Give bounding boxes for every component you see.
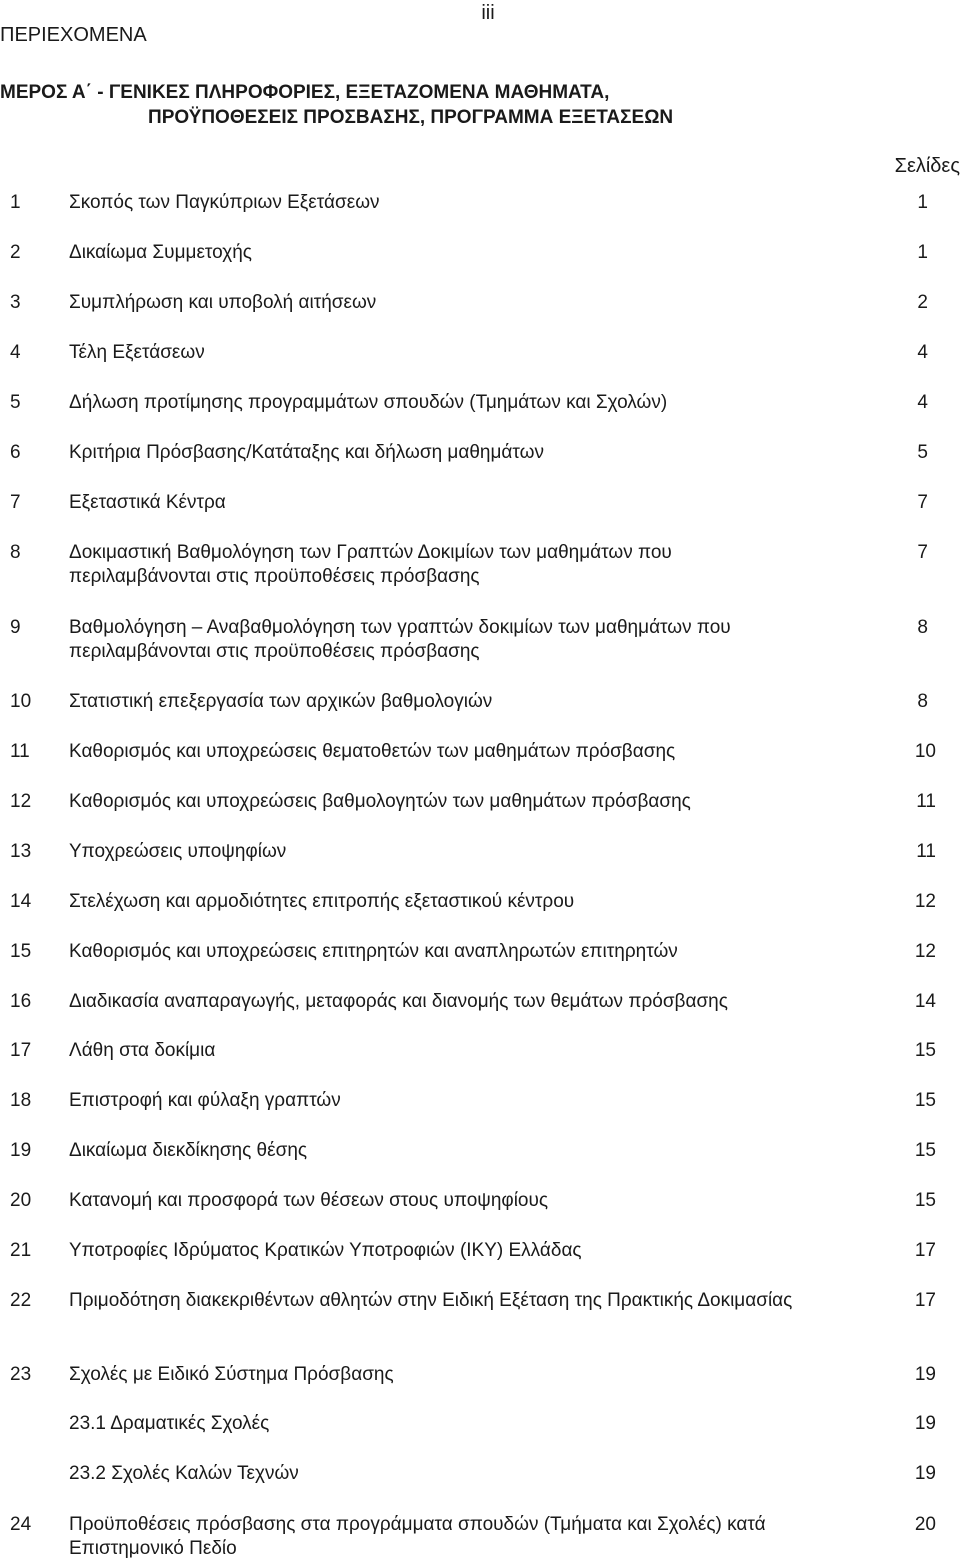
- entry-number: 20: [10, 1190, 32, 1211]
- entry-number: 19: [10, 1140, 32, 1161]
- pages-column-label: Σελίδες: [894, 155, 960, 177]
- entry-title: Υποτροφίες Ιδρύματος Κρατικών Υποτροφιών (ΙΚΥ) Ελλάδας: [69, 1240, 582, 1261]
- entry-page: 15: [914, 1140, 936, 1161]
- entry-number: 6: [10, 442, 21, 463]
- page-number: iii: [481, 2, 495, 24]
- entry-number: 10: [10, 691, 32, 712]
- entry-number: 24: [10, 1514, 32, 1535]
- entry-number: 4: [10, 342, 21, 363]
- entry-number: 18: [10, 1090, 32, 1111]
- entry-page: 12: [914, 891, 936, 912]
- entry-title: Δοκιμαστική Βαθμολόγηση των Γραπτών Δοκιμίων των μαθημάτων που περιλαμβάνονται στις προϋποθέσεις πρόσβασης: [69, 542, 672, 587]
- entry-page: 17: [914, 1290, 936, 1311]
- entry-title: Επιστροφή και φύλαξη γραπτών: [69, 1090, 341, 1111]
- entry-page: 7: [917, 542, 928, 563]
- entry-title: Συμπλήρωση και υποβολή αιτήσεων: [69, 292, 377, 313]
- entry-number: 23: [10, 1364, 32, 1385]
- entry-title: 23.1 Δραματικές Σχολές: [69, 1413, 270, 1434]
- entry-title: Βαθμολόγηση – Αναβαθμολόγηση των γραπτών δοκιμίων των μαθημάτων που περιλαμβάνονται στις προϋποθέσεις πρόσβασης: [69, 617, 731, 662]
- entry-title: Προϋποθέσεις πρόσβασης στα προγράμματα σπουδών (Τμήματα και Σχολές) κατά Επιστημονικό Πεδίο: [69, 1514, 766, 1559]
- entry-page: 1: [917, 242, 928, 263]
- entry-page: 11: [916, 791, 936, 812]
- entry-page: 12: [914, 941, 936, 962]
- entry-page: 1: [917, 192, 928, 213]
- entry-number: 9: [10, 617, 21, 638]
- entry-title: Σκοπός των Παγκύπριων Εξετάσεων: [69, 192, 380, 213]
- entry-number: 13: [10, 841, 32, 862]
- entry-number: 21: [10, 1240, 32, 1261]
- entry-number: 15: [10, 941, 32, 962]
- entry-title: 23.2 Σχολές Καλών Τεχνών: [69, 1463, 299, 1484]
- entry-page: 7: [917, 492, 928, 513]
- entry-title: Υποχρεώσεις υποψηφίων: [69, 841, 287, 862]
- toc-heading: ΠΕΡΙΕΧΟΜΕΝΑ: [0, 24, 147, 46]
- entry-number: 22: [10, 1290, 32, 1311]
- entry-page: 10: [914, 741, 936, 762]
- entry-page: 19: [914, 1364, 936, 1385]
- entry-page: 20: [914, 1514, 936, 1535]
- entry-number: 2: [10, 242, 21, 263]
- entry-title: Καθορισμός και υποχρεώσεις θεματοθετών των μαθημάτων πρόσβασης: [69, 741, 676, 762]
- entry-page: 8: [917, 617, 928, 638]
- entry-page: 17: [914, 1240, 936, 1261]
- entry-number: 16: [10, 991, 32, 1012]
- entry-number: 8: [10, 542, 21, 563]
- entry-number: 7: [10, 492, 21, 513]
- entry-number: 12: [10, 791, 32, 812]
- entry-page: 14: [914, 991, 936, 1012]
- entry-title: Κατανομή και προσφορά των θέσεων στους υποψηφίους: [69, 1190, 549, 1211]
- entry-title: Καθορισμός και υποχρεώσεις επιτηρητών και αναπληρωτών επιτηρητών: [69, 941, 678, 962]
- entry-title: Σχολές με Ειδικό Σύστημα Πρόσβασης: [69, 1364, 394, 1385]
- entry-title: Καθορισμός και υποχρεώσεις βαθμολογητών των μαθημάτων πρόσβασης: [69, 791, 691, 812]
- entry-page: 2: [917, 292, 928, 313]
- entry-number: 3: [10, 292, 21, 313]
- entry-title: Κριτήρια Πρόσβασης/Κατάταξης και δήλωση μαθημάτων: [69, 442, 544, 463]
- section-heading-line-2: ΠΡΟΫΠΟΘΕΣΕΙΣ ΠΡΟΣΒΑΣΗΣ, ΠΡΟΓΡΑΜΜΑ ΕΞΕΤΑΣΕΩΝ: [148, 107, 674, 128]
- entry-page: 4: [917, 342, 928, 363]
- entry-title: Τέλη Εξετάσεων: [69, 342, 205, 363]
- entry-number: 14: [10, 891, 32, 912]
- entry-title: Λάθη στα δοκίμια: [69, 1040, 216, 1061]
- entry-title: Δικαίωμα διεκδίκησης θέσης: [69, 1140, 308, 1161]
- entry-page: 15: [914, 1040, 936, 1061]
- entry-title: Διαδικασία αναπαραγωγής, μεταφοράς και διανομής των θεμάτων πρόσβασης: [69, 991, 728, 1012]
- entry-title: Δικαίωμα Συμμετοχής: [69, 242, 252, 263]
- entry-page: 15: [914, 1190, 936, 1211]
- entry-title: Εξεταστικά Κέντρα: [69, 492, 226, 513]
- entry-number: 11: [10, 741, 30, 762]
- entry-title: Δήλωση προτίμησης προγραμμάτων σπουδών (Τμημάτων και Σχολών): [69, 392, 668, 413]
- entry-title: Στελέχωση και αρμοδιότητες επιτροπής εξεταστικού κέντρου: [69, 891, 575, 912]
- entry-page: 8: [917, 691, 928, 712]
- entry-page: 15: [914, 1090, 936, 1111]
- entry-number: 5: [10, 392, 21, 413]
- entry-page: 19: [914, 1413, 936, 1434]
- entry-page: 11: [916, 841, 936, 862]
- entry-title: Πριμοδότηση διακεκριθέντων αθλητών στην Ειδική Εξέταση της Πρακτικής Δοκιμασίας: [69, 1290, 793, 1311]
- section-heading-line-1: ΜΕΡΟΣ Α΄ - ΓΕΝΙΚΕΣ ΠΛΗΡΟΦΟΡΙΕΣ, ΕΞΕΤΑΖΟΜΕΝΑ ΜΑΘΗΜΑΤΑ,: [0, 82, 610, 103]
- entry-page: 4: [917, 392, 928, 413]
- entry-number: 17: [10, 1040, 32, 1061]
- entry-title: Στατιστική επεξεργασία των αρχικών βαθμολογιών: [69, 691, 493, 712]
- entry-page: 5: [917, 442, 928, 463]
- entry-page: 19: [914, 1463, 936, 1484]
- entry-number: 1: [10, 192, 21, 213]
